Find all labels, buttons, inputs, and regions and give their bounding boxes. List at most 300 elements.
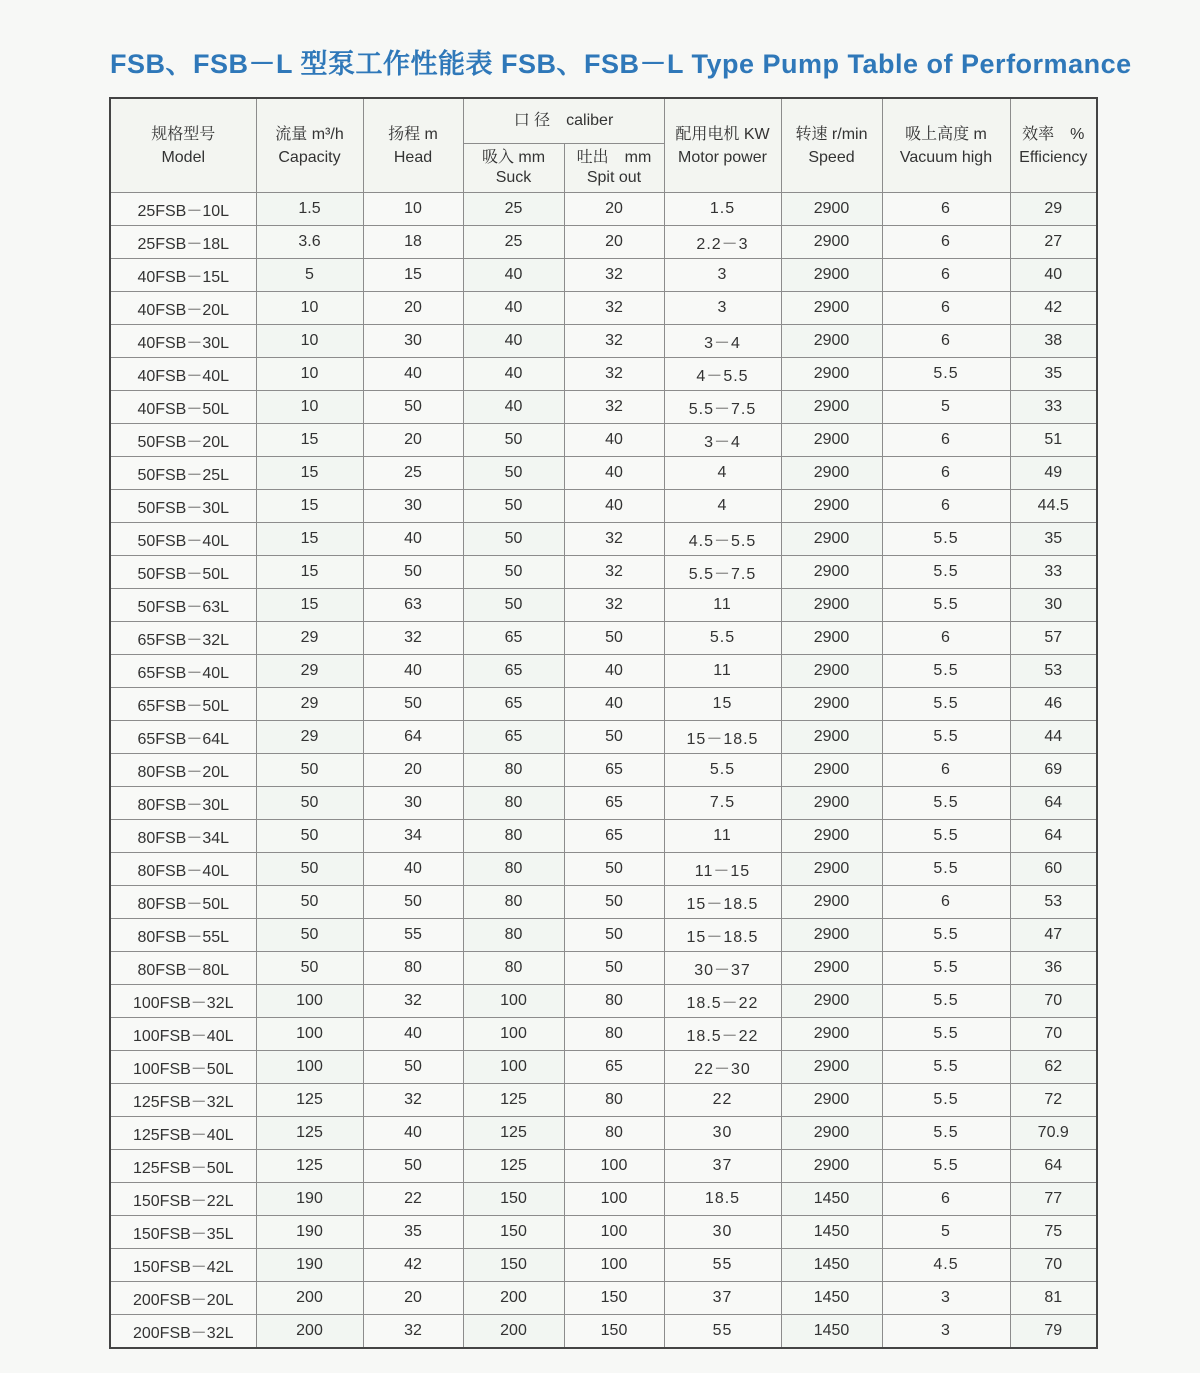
cell-speed: 2900 [781, 424, 882, 457]
cell-efficiency: 57 [1010, 622, 1097, 655]
cell-efficiency: 62 [1010, 1051, 1097, 1084]
header-head [363, 98, 463, 193]
cell-efficiency: 40 [1010, 259, 1097, 292]
cell-motor-power: 4－5.5 [664, 358, 781, 391]
cell-model: 65FSB－32L [110, 622, 256, 655]
cell-spit-out: 150 [564, 1315, 664, 1349]
cell-spit-out: 100 [564, 1150, 664, 1183]
cell-suck: 80 [463, 787, 564, 820]
cell-suck: 40 [463, 358, 564, 391]
header-vacuum-cn: 吸上高度 m [905, 125, 987, 143]
cell-model: 125FSB－32L [110, 1084, 256, 1117]
cell-model: 40FSB－50L [110, 391, 256, 424]
header-head-en: Head [393, 148, 433, 166]
cell-motor-power: 5.5－7.5 [664, 556, 781, 589]
cell-capacity: 50 [256, 886, 363, 919]
cell-model: 150FSB－35L [110, 1216, 256, 1249]
cell-head: 20 [363, 754, 463, 787]
cell-spit-out: 50 [564, 622, 664, 655]
cell-capacity: 190 [256, 1183, 363, 1216]
table-row [110, 886, 1097, 919]
cell-spit-out: 50 [564, 721, 664, 754]
cell-model: 25FSB－10L [110, 193, 256, 226]
cell-vacuum-high: 5.5 [882, 1150, 1010, 1183]
table-row [110, 1249, 1097, 1282]
cell-motor-power: 2.2－3 [664, 226, 781, 259]
cell-head: 50 [363, 688, 463, 721]
cell-capacity: 200 [256, 1315, 363, 1349]
header-vacuum [882, 98, 1010, 193]
cell-efficiency: 33 [1010, 391, 1097, 424]
table-row [110, 1018, 1097, 1051]
cell-head: 50 [363, 1051, 463, 1084]
cell-capacity: 50 [256, 853, 363, 886]
cell-vacuum-high: 6 [882, 886, 1010, 919]
cell-head: 40 [363, 1117, 463, 1150]
table-row [110, 424, 1097, 457]
cell-motor-power: 30 [664, 1216, 781, 1249]
table-row [110, 193, 1097, 226]
header-efficiency-en: Efficiency [1019, 148, 1088, 166]
cell-efficiency: 75 [1010, 1216, 1097, 1249]
cell-suck: 40 [463, 391, 564, 424]
cell-efficiency: 51 [1010, 424, 1097, 457]
cell-motor-power: 5.5－7.5 [664, 391, 781, 424]
cell-efficiency: 49 [1010, 457, 1097, 490]
cell-spit-out: 80 [564, 1018, 664, 1051]
cell-suck: 65 [463, 622, 564, 655]
cell-efficiency: 29 [1010, 193, 1097, 226]
cell-model: 80FSB－55L [110, 919, 256, 952]
cell-suck: 50 [463, 490, 564, 523]
cell-motor-power: 11 [664, 820, 781, 853]
cell-head: 50 [363, 1150, 463, 1183]
cell-model: 50FSB－40L [110, 523, 256, 556]
table-row [110, 226, 1097, 259]
cell-efficiency: 42 [1010, 292, 1097, 325]
cell-speed: 1450 [781, 1282, 882, 1315]
cell-vacuum-high: 5.5 [882, 688, 1010, 721]
cell-efficiency: 53 [1010, 886, 1097, 919]
cell-speed: 2900 [781, 886, 882, 919]
cell-head: 40 [363, 655, 463, 688]
header-model [110, 98, 256, 193]
cell-efficiency: 38 [1010, 325, 1097, 358]
cell-efficiency: 30 [1010, 589, 1097, 622]
cell-head: 30 [363, 325, 463, 358]
cell-suck: 65 [463, 688, 564, 721]
cell-motor-power: 11 [664, 655, 781, 688]
cell-motor-power: 7.5 [664, 787, 781, 820]
cell-capacity: 1.5 [256, 193, 363, 226]
cell-spit-out: 20 [564, 193, 664, 226]
cell-speed: 2900 [781, 259, 882, 292]
cell-model: 50FSB－25L [110, 457, 256, 490]
cell-vacuum-high: 5.5 [882, 589, 1010, 622]
cell-model: 25FSB－18L [110, 226, 256, 259]
cell-vacuum-high: 6 [882, 1183, 1010, 1216]
cell-model: 100FSB－32L [110, 985, 256, 1018]
cell-head: 42 [363, 1249, 463, 1282]
header-speed [781, 98, 882, 193]
cell-speed: 2900 [781, 358, 882, 391]
header-head-cn: 扬程 m [388, 125, 438, 143]
cell-vacuum-high: 3 [882, 1282, 1010, 1315]
cell-model: 200FSB－20L [110, 1282, 256, 1315]
cell-model: 80FSB－50L [110, 886, 256, 919]
cell-speed: 2900 [781, 754, 882, 787]
table-row [110, 985, 1097, 1018]
cell-speed: 2900 [781, 1084, 882, 1117]
table-row [110, 1051, 1097, 1084]
cell-model: 125FSB－50L [110, 1150, 256, 1183]
cell-head: 40 [363, 358, 463, 391]
cell-spit-out: 80 [564, 1117, 664, 1150]
cell-head: 10 [363, 193, 463, 226]
cell-speed: 2900 [781, 1051, 882, 1084]
cell-spit-out: 65 [564, 820, 664, 853]
cell-spit-out: 65 [564, 754, 664, 787]
table-row [110, 490, 1097, 523]
cell-spit-out: 40 [564, 424, 664, 457]
cell-efficiency: 64 [1010, 1150, 1097, 1183]
cell-motor-power: 4.5－5.5 [664, 523, 781, 556]
cell-speed: 2900 [781, 985, 882, 1018]
cell-capacity: 190 [256, 1249, 363, 1282]
cell-head: 40 [363, 1018, 463, 1051]
cell-vacuum-high: 5.5 [882, 655, 1010, 688]
cell-capacity: 15 [256, 457, 363, 490]
cell-spit-out: 32 [564, 589, 664, 622]
cell-spit-out: 150 [564, 1282, 664, 1315]
cell-capacity: 50 [256, 919, 363, 952]
cell-suck: 125 [463, 1150, 564, 1183]
cell-capacity: 10 [256, 292, 363, 325]
cell-vacuum-high: 5.5 [882, 787, 1010, 820]
cell-spit-out: 40 [564, 457, 664, 490]
cell-capacity: 50 [256, 952, 363, 985]
cell-capacity: 50 [256, 787, 363, 820]
cell-capacity: 29 [256, 688, 363, 721]
cell-speed: 2900 [781, 655, 882, 688]
header-suck-en: Suck [495, 169, 532, 186]
cell-speed: 2900 [781, 193, 882, 226]
cell-head: 30 [363, 490, 463, 523]
cell-suck: 40 [463, 292, 564, 325]
cell-speed: 2900 [781, 787, 882, 820]
performance-table-container [109, 97, 1096, 1349]
cell-suck: 200 [463, 1282, 564, 1315]
cell-vacuum-high: 5.5 [882, 721, 1010, 754]
page-title: FSB、FSB－L 型泵工作性能表 FSB、FSB－L Type Pump Table of Performance [110, 49, 1132, 79]
cell-capacity: 125 [256, 1150, 363, 1183]
cell-speed: 2900 [781, 1018, 882, 1051]
cell-suck: 100 [463, 1051, 564, 1084]
cell-speed: 2900 [781, 292, 882, 325]
cell-efficiency: 44.5 [1010, 490, 1097, 523]
cell-efficiency: 46 [1010, 688, 1097, 721]
cell-head: 34 [363, 820, 463, 853]
header-spit-cn: 吐出 mm [576, 149, 652, 166]
cell-vacuum-high: 6 [882, 622, 1010, 655]
cell-efficiency: 70 [1010, 1249, 1097, 1282]
cell-head: 80 [363, 952, 463, 985]
cell-head: 63 [363, 589, 463, 622]
cell-model: 65FSB－40L [110, 655, 256, 688]
cell-spit-out: 50 [564, 886, 664, 919]
cell-model: 80FSB－30L [110, 787, 256, 820]
cell-suck: 80 [463, 754, 564, 787]
table-row [110, 325, 1097, 358]
cell-speed: 2900 [781, 919, 882, 952]
cell-capacity: 15 [256, 556, 363, 589]
cell-head: 50 [363, 556, 463, 589]
table-row [110, 919, 1097, 952]
cell-speed: 2900 [781, 556, 882, 589]
cell-speed: 2900 [781, 391, 882, 424]
cell-efficiency: 64 [1010, 787, 1097, 820]
cell-motor-power: 22－30 [664, 1051, 781, 1084]
cell-capacity: 125 [256, 1117, 363, 1150]
cell-suck: 50 [463, 589, 564, 622]
cell-motor-power: 15－18.5 [664, 721, 781, 754]
cell-capacity: 29 [256, 721, 363, 754]
header-speed-en: Speed [808, 148, 855, 166]
table-row [110, 655, 1097, 688]
cell-motor-power: 30－37 [664, 952, 781, 985]
cell-model: 125FSB－40L [110, 1117, 256, 1150]
cell-model: 80FSB－40L [110, 853, 256, 886]
cell-vacuum-high: 5.5 [882, 358, 1010, 391]
cell-head: 18 [363, 226, 463, 259]
cell-capacity: 29 [256, 655, 363, 688]
cell-head: 20 [363, 424, 463, 457]
cell-head: 55 [363, 919, 463, 952]
header-capacity [256, 98, 363, 193]
cell-capacity: 10 [256, 391, 363, 424]
cell-spit-out: 50 [564, 952, 664, 985]
cell-speed: 2900 [781, 523, 882, 556]
cell-model: 80FSB－34L [110, 820, 256, 853]
cell-spit-out: 32 [564, 292, 664, 325]
table-row [110, 1084, 1097, 1117]
cell-motor-power: 37 [664, 1282, 781, 1315]
cell-vacuum-high: 6 [882, 490, 1010, 523]
cell-head: 32 [363, 1084, 463, 1117]
table-row [110, 952, 1097, 985]
cell-vacuum-high: 5.5 [882, 1117, 1010, 1150]
table-row [110, 358, 1097, 391]
cell-speed: 2900 [781, 952, 882, 985]
cell-capacity: 3.6 [256, 226, 363, 259]
cell-vacuum-high: 6 [882, 325, 1010, 358]
cell-capacity: 15 [256, 424, 363, 457]
cell-head: 40 [363, 523, 463, 556]
cell-head: 22 [363, 1183, 463, 1216]
cell-vacuum-high: 5.5 [882, 985, 1010, 1018]
cell-motor-power: 30 [664, 1117, 781, 1150]
cell-vacuum-high: 5.5 [882, 1051, 1010, 1084]
cell-speed: 2900 [781, 622, 882, 655]
cell-motor-power: 4 [664, 490, 781, 523]
cell-head: 40 [363, 853, 463, 886]
cell-model: 65FSB－50L [110, 688, 256, 721]
cell-spit-out: 32 [564, 358, 664, 391]
cell-motor-power: 22 [664, 1084, 781, 1117]
table-row [110, 391, 1097, 424]
cell-suck: 25 [463, 226, 564, 259]
cell-motor-power: 4 [664, 457, 781, 490]
cell-efficiency: 44 [1010, 721, 1097, 754]
header-model-en: Model [161, 148, 206, 166]
cell-motor-power: 55 [664, 1315, 781, 1349]
header-motor-cn: 配用电机 KW [675, 125, 770, 143]
header-vacuum-en: Vacuum high [899, 148, 993, 166]
cell-head: 20 [363, 1282, 463, 1315]
cell-motor-power: 5.5 [664, 622, 781, 655]
table-row [110, 622, 1097, 655]
cell-motor-power: 11 [664, 589, 781, 622]
cell-motor-power: 3 [664, 292, 781, 325]
cell-efficiency: 77 [1010, 1183, 1097, 1216]
cell-efficiency: 36 [1010, 952, 1097, 985]
cell-vacuum-high: 5.5 [882, 1018, 1010, 1051]
header-efficiency [1010, 98, 1097, 193]
cell-vacuum-high: 5.5 [882, 853, 1010, 886]
cell-suck: 25 [463, 193, 564, 226]
cell-head: 30 [363, 787, 463, 820]
cell-head: 35 [363, 1216, 463, 1249]
cell-vacuum-high: 5.5 [882, 1084, 1010, 1117]
cell-model: 200FSB－32L [110, 1315, 256, 1349]
cell-model: 100FSB－50L [110, 1051, 256, 1084]
cell-motor-power: 15－18.5 [664, 886, 781, 919]
cell-model: 50FSB－63L [110, 589, 256, 622]
cell-vacuum-high: 3 [882, 1315, 1010, 1349]
cell-suck: 150 [463, 1249, 564, 1282]
cell-motor-power: 11－15 [664, 853, 781, 886]
cell-suck: 80 [463, 886, 564, 919]
cell-suck: 50 [463, 523, 564, 556]
cell-vacuum-high: 5 [882, 391, 1010, 424]
cell-spit-out: 65 [564, 1051, 664, 1084]
cell-motor-power: 15－18.5 [664, 919, 781, 952]
cell-suck: 100 [463, 985, 564, 1018]
cell-motor-power: 3－4 [664, 325, 781, 358]
table-row [110, 523, 1097, 556]
cell-capacity: 29 [256, 622, 363, 655]
cell-model: 40FSB－40L [110, 358, 256, 391]
cell-suck: 200 [463, 1315, 564, 1349]
cell-model: 100FSB－40L [110, 1018, 256, 1051]
cell-motor-power: 18.5 [664, 1183, 781, 1216]
cell-model: 40FSB－30L [110, 325, 256, 358]
cell-vacuum-high: 6 [882, 226, 1010, 259]
cell-speed: 2900 [781, 1117, 882, 1150]
cell-head: 32 [363, 985, 463, 1018]
cell-vacuum-high: 5 [882, 1216, 1010, 1249]
cell-suck: 50 [463, 457, 564, 490]
cell-efficiency: 53 [1010, 655, 1097, 688]
table-row [110, 721, 1097, 754]
cell-spit-out: 80 [564, 985, 664, 1018]
cell-capacity: 50 [256, 820, 363, 853]
cell-motor-power: 3－4 [664, 424, 781, 457]
cell-spit-out: 32 [564, 259, 664, 292]
cell-vacuum-high: 6 [882, 193, 1010, 226]
cell-capacity: 100 [256, 1018, 363, 1051]
table-row [110, 457, 1097, 490]
cell-suck: 80 [463, 919, 564, 952]
cell-model: 65FSB－64L [110, 721, 256, 754]
cell-head: 15 [363, 259, 463, 292]
cell-vacuum-high: 4.5 [882, 1249, 1010, 1282]
cell-speed: 1450 [781, 1216, 882, 1249]
cell-capacity: 200 [256, 1282, 363, 1315]
cell-speed: 1450 [781, 1183, 882, 1216]
performance-table [109, 97, 1098, 1349]
cell-head: 20 [363, 292, 463, 325]
cell-head: 32 [363, 622, 463, 655]
cell-efficiency: 69 [1010, 754, 1097, 787]
header-spit-en: Spit out [586, 169, 642, 186]
cell-speed: 2900 [781, 457, 882, 490]
cell-vacuum-high: 5.5 [882, 952, 1010, 985]
cell-efficiency: 79 [1010, 1315, 1097, 1349]
table-row [110, 1282, 1097, 1315]
cell-speed: 2900 [781, 853, 882, 886]
cell-motor-power: 15 [664, 688, 781, 721]
cell-model: 80FSB－20L [110, 754, 256, 787]
header-motor [664, 98, 781, 193]
cell-efficiency: 35 [1010, 358, 1097, 391]
header-efficiency-cn: 效率 % [1022, 125, 1085, 143]
cell-model: 50FSB－30L [110, 490, 256, 523]
cell-speed: 1450 [781, 1315, 882, 1349]
cell-model: 150FSB－42L [110, 1249, 256, 1282]
cell-head: 25 [363, 457, 463, 490]
header-capacity-en: Capacity [278, 148, 341, 166]
table-header [110, 98, 1097, 193]
cell-suck: 50 [463, 556, 564, 589]
cell-suck: 80 [463, 952, 564, 985]
cell-motor-power: 37 [664, 1150, 781, 1183]
cell-motor-power: 5.5 [664, 754, 781, 787]
header-speed-cn: 转速 r/min [795, 125, 868, 143]
table-row [110, 1315, 1097, 1349]
header-suck [463, 144, 564, 193]
table-row [110, 292, 1097, 325]
table-row [110, 1150, 1097, 1183]
cell-capacity: 100 [256, 1051, 363, 1084]
cell-motor-power: 18.5－22 [664, 985, 781, 1018]
cell-capacity: 15 [256, 523, 363, 556]
cell-efficiency: 33 [1010, 556, 1097, 589]
cell-head: 50 [363, 391, 463, 424]
cell-capacity: 190 [256, 1216, 363, 1249]
cell-capacity: 10 [256, 325, 363, 358]
cell-suck: 40 [463, 259, 564, 292]
cell-spit-out: 32 [564, 523, 664, 556]
cell-suck: 150 [463, 1216, 564, 1249]
cell-suck: 125 [463, 1084, 564, 1117]
cell-efficiency: 72 [1010, 1084, 1097, 1117]
cell-capacity: 125 [256, 1084, 363, 1117]
cell-motor-power: 55 [664, 1249, 781, 1282]
cell-spit-out: 40 [564, 688, 664, 721]
cell-suck: 150 [463, 1183, 564, 1216]
header-spit [564, 144, 664, 193]
